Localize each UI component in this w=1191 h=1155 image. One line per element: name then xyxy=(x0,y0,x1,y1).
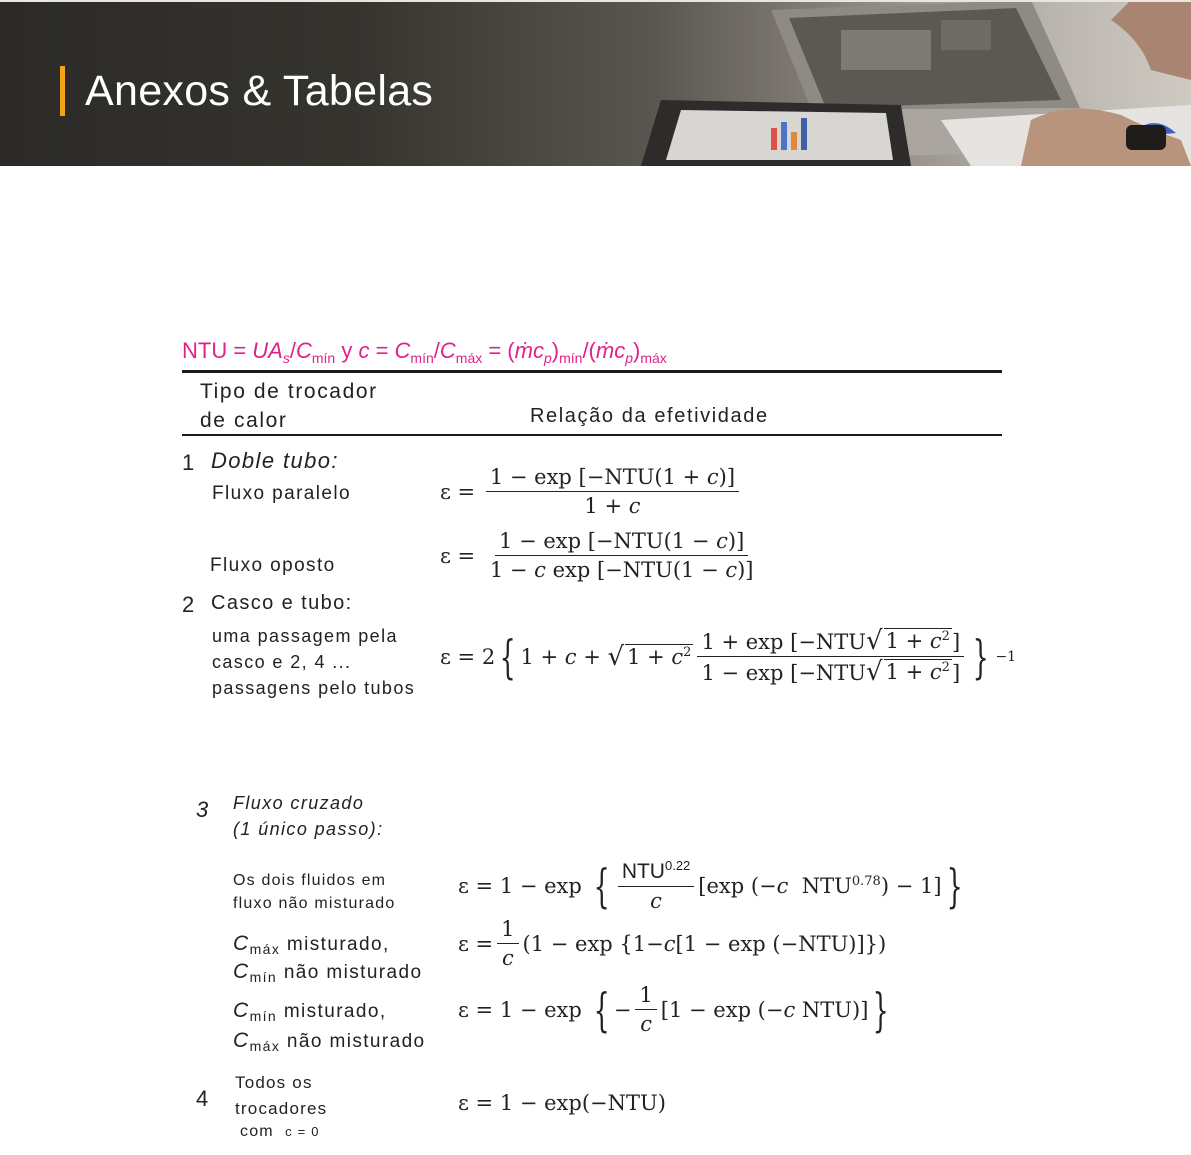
row-title-line: (1 único passo): xyxy=(233,819,384,839)
equation-c-zero: ε = 1 − exp(−NTU) xyxy=(458,1091,666,1115)
case-label-line: passagens pelo tubos xyxy=(212,678,416,698)
row-title: Doble tubo: xyxy=(211,448,339,473)
row-title-line: trocadores xyxy=(235,1099,328,1118)
equation-cmin-mixed: ε = 1 − exp { − $\frac{1}{c}$ [1 − exp (−c NTU)] } xyxy=(458,982,890,1037)
title-accent-bar xyxy=(60,66,65,116)
column-header-type-line1: Tipo de trocador xyxy=(200,380,378,403)
equation-shell-and-tube: ε = 2 { 1 + c + √ $1 + c^2$ 1 + exp [−NTU √ $1 + c^2$ ] 1 − exp [−NTU √ $1 + c^2$ ] } −1 xyxy=(440,626,1017,687)
equation-both-unmixed: ε = 1 − exp { $\frac{NTU^{0.22}}{c}$ [exp (−c $NTU^{0.78}) - 1$] } xyxy=(458,858,963,913)
case-label-line: casco e 2, 4 ... xyxy=(212,652,352,672)
case-label-line: $C_{mín}$ misturado, xyxy=(233,999,387,1024)
row-number: 4 xyxy=(196,1086,209,1111)
case-label-line: Os dois fluidos em xyxy=(233,872,387,889)
row-title: Casco e tubo: xyxy=(211,592,353,614)
row-title-line: com c = 0 xyxy=(240,1123,320,1140)
case-label-line: fluxo não misturado xyxy=(233,895,396,912)
row-number: 2 xyxy=(182,592,195,617)
equation-cmax-mixed: ε = $\frac{1}{c}$ (1 − exp {1−c[1 − exp (−NTU)]}) xyxy=(458,917,887,970)
equation-counter-flow: ε = $\frac{\text{1 − exp [−NTU(1 − c)]}}{\text{1 − c exp [−NTU(1 − c)]}}$ xyxy=(440,529,754,582)
row-title-line: Fluxo cruzado xyxy=(233,793,365,813)
row-number: 1 xyxy=(182,450,195,475)
column-header-type-line2: de calor xyxy=(200,409,288,432)
case-label: Fluxo oposto xyxy=(210,555,336,576)
banner-title-group xyxy=(60,66,433,116)
header-banner xyxy=(0,0,1191,166)
ntu-definition-formula: NTU = $UA_s/C_{mín}$ y $c = C_{mín}/C_{máx}$ = $(ṁc_p)_{mín}/(ṁc_p)_{máx}$ xyxy=(182,338,667,366)
case-label-line: $C_{mín}$ não misturado xyxy=(233,960,423,985)
page-title: Anexos & Tabelas xyxy=(85,66,434,115)
table-top-rule xyxy=(182,370,1002,373)
equation-parallel-flow: ε = $\frac{\text{1 − exp [−NTU(1 + c)]}}{1 + c}$ xyxy=(440,465,743,518)
case-label-line: uma passagem pela xyxy=(212,626,398,646)
case-label-line: $C_{máx}$ não misturado xyxy=(233,1029,426,1054)
case-label-line: $C_{máx}$ misturado, xyxy=(233,932,390,957)
table-header-rule xyxy=(182,434,1002,436)
workspace-photo xyxy=(471,0,1191,166)
row-number: 3 xyxy=(196,797,209,822)
column-header-relation: Relação da efetividade xyxy=(530,405,769,427)
case-label: Fluxo paralelo xyxy=(212,483,351,504)
row-title-line: Todos os xyxy=(235,1073,313,1092)
